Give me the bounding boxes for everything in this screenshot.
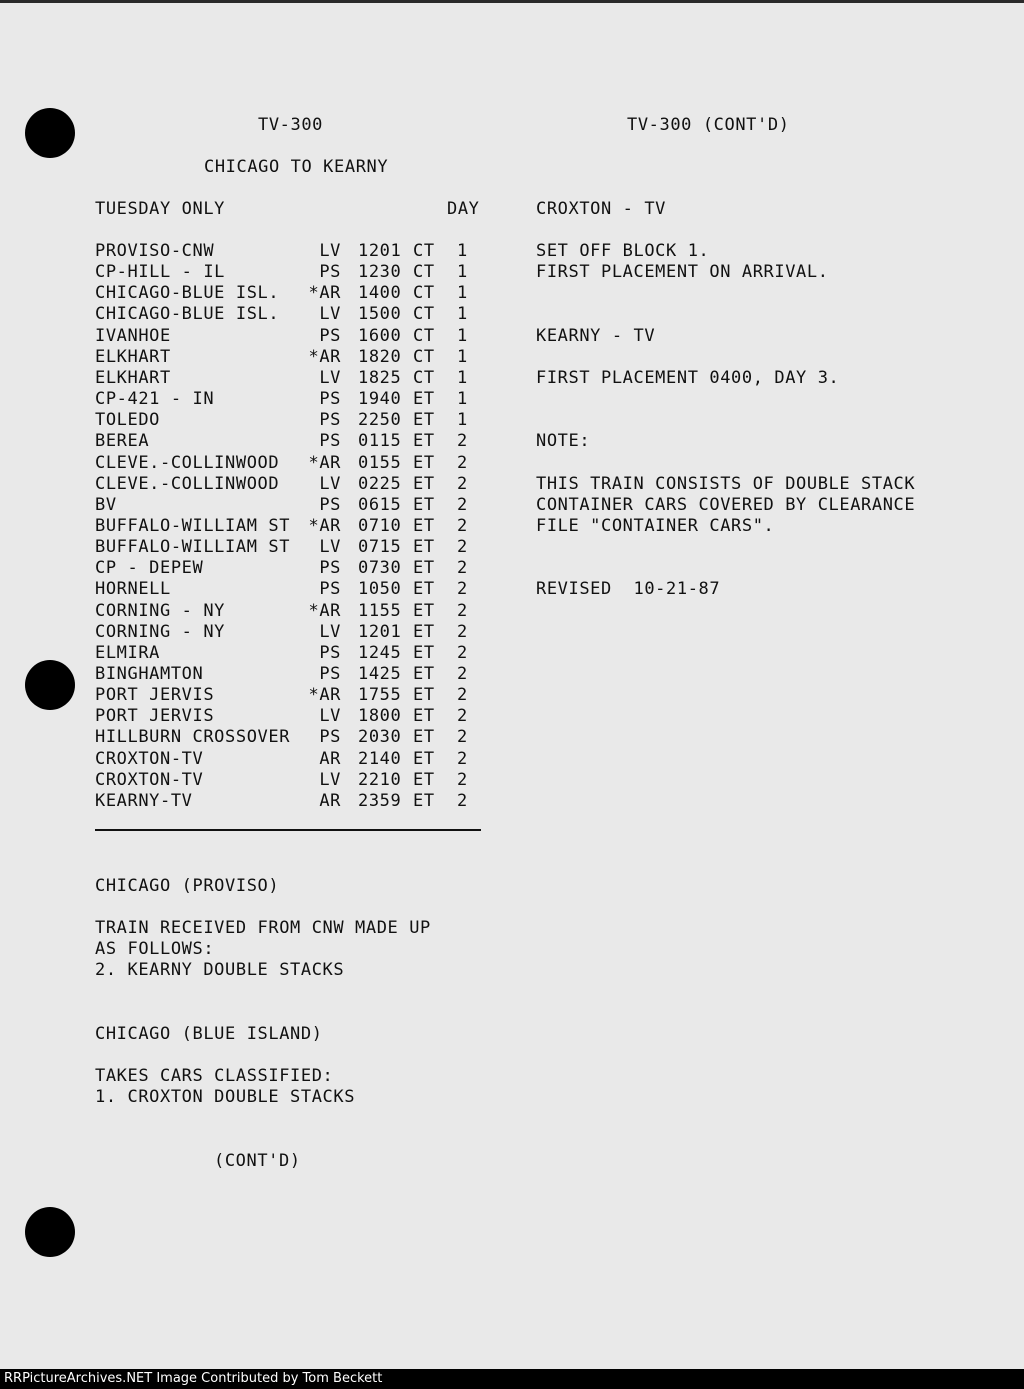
- revised-date: REVISED 10-21-87: [536, 579, 721, 599]
- schedule-tz: ET: [413, 664, 435, 684]
- schedule-tz: ET: [413, 748, 435, 769]
- schedule-station: ELKHART: [95, 367, 171, 388]
- schedule-tz: ET: [413, 642, 435, 663]
- schedule-station: CP - DEPEW: [95, 558, 204, 579]
- schedule-day: 2: [457, 621, 468, 642]
- schedule-time: 2030: [358, 727, 402, 748]
- schedule-station: ELMIRA: [95, 642, 161, 663]
- schedule-day: 2: [457, 452, 468, 473]
- schedule-time: 1820: [358, 346, 402, 367]
- proviso-line: AS FOLLOWS:: [95, 939, 215, 959]
- schedule-time: 1201: [358, 241, 402, 261]
- schedule-day: 2: [457, 473, 468, 494]
- schedule-time: 0710: [358, 515, 402, 536]
- schedule-tz: ET: [413, 389, 435, 410]
- schedule-time: 0155: [358, 452, 402, 473]
- schedule-day: 1: [457, 325, 468, 346]
- schedule-station: CORNING - NY: [95, 621, 226, 642]
- schedule-action: *AR: [308, 283, 341, 304]
- schedule-station: PORT JERVIS: [95, 685, 215, 706]
- schedule-station: CLEVE.-COLLINWOOD: [95, 473, 280, 494]
- binder-hole-top: [25, 108, 75, 158]
- proviso-line: 2. KEARNY DOUBLE STACKS: [95, 960, 345, 980]
- croxton-title: CROXTON - TV: [536, 199, 667, 219]
- schedule-tz: ET: [413, 410, 435, 431]
- schedule-station: CLEVE.-COLLINWOOD: [95, 452, 280, 473]
- schedule-station: HORNELL: [95, 579, 171, 600]
- schedule-action: AR: [319, 790, 341, 811]
- schedule-tz: CT: [413, 241, 435, 261]
- schedule-action: *AR: [308, 600, 341, 621]
- schedule-action: PS: [319, 494, 341, 515]
- schedule-time: 1245: [358, 642, 402, 663]
- schedule-action: PS: [319, 262, 341, 283]
- schedule-time: 2210: [358, 769, 402, 790]
- schedule-tz: CT: [413, 304, 435, 325]
- schedule-station: CHICAGO-BLUE ISL.: [95, 304, 280, 325]
- schedule-day: 1: [457, 283, 468, 304]
- schedule-tz: ET: [413, 685, 435, 706]
- schedule-time: 1155: [358, 600, 402, 621]
- schedule-action: *AR: [308, 452, 341, 473]
- schedule-action: PS: [319, 727, 341, 748]
- croxton-line: FIRST PLACEMENT ON ARRIVAL.: [536, 262, 829, 282]
- schedule-action: LV: [319, 621, 341, 642]
- schedule-time: 0715: [358, 537, 402, 558]
- schedule-tz: ET: [413, 515, 435, 536]
- kearny-line: FIRST PLACEMENT 0400, DAY 3.: [536, 368, 840, 388]
- schedule-station: CROXTON-TV: [95, 748, 204, 769]
- schedule-station: CROXTON-TV: [95, 769, 204, 790]
- schedule-action: PS: [319, 642, 341, 663]
- schedule-tz: ET: [413, 537, 435, 558]
- schedule-time: 2250: [358, 410, 402, 431]
- schedule-tz: ET: [413, 706, 435, 727]
- schedule-day: 2: [457, 748, 468, 769]
- schedule-day: 2: [457, 579, 468, 600]
- schedule-action: PS: [319, 325, 341, 346]
- schedule-station: BINGHAMTON: [95, 664, 204, 684]
- schedule-station: IVANHOE: [95, 325, 171, 346]
- schedule-station: BUFFALO-WILLIAM ST: [95, 515, 291, 536]
- schedule-day: 2: [457, 685, 468, 706]
- schedule-action: LV: [319, 706, 341, 727]
- schedule-action: AR: [319, 748, 341, 769]
- schedule-action: LV: [319, 367, 341, 388]
- schedule-action: LV: [319, 769, 341, 790]
- schedule-station: CP-421 - IN: [95, 389, 215, 410]
- schedule-tz: CT: [413, 262, 435, 283]
- note-line: CONTAINER CARS COVERED BY CLEARANCE: [536, 495, 916, 515]
- schedule-day: 2: [457, 431, 468, 452]
- schedule-time: 0225: [358, 473, 402, 494]
- route-title: CHICAGO TO KEARNY: [204, 157, 389, 177]
- schedule-station: BEREA: [95, 431, 150, 452]
- blue-island-line: TAKES CARS CLASSIFIED:: [95, 1066, 334, 1086]
- schedule-day: 2: [457, 706, 468, 727]
- schedule-time: 1400: [358, 283, 402, 304]
- schedule-station: TOLEDO: [95, 410, 161, 431]
- days-label: TUESDAY ONLY: [95, 199, 226, 219]
- schedule-station: BUFFALO-WILLIAM ST: [95, 537, 291, 558]
- binder-hole-bottom: [25, 1207, 75, 1257]
- schedule-action: *AR: [308, 515, 341, 536]
- schedule-action: LV: [319, 304, 341, 325]
- schedule-time: 1755: [358, 685, 402, 706]
- schedule-station: CHICAGO-BLUE ISL.: [95, 283, 280, 304]
- binder-hole-middle: [25, 660, 75, 710]
- schedule-day: 2: [457, 558, 468, 579]
- schedule-time: 2359: [358, 790, 402, 811]
- schedule-time: 0615: [358, 494, 402, 515]
- kearny-title: KEARNY - TV: [536, 326, 656, 346]
- schedule-time: 1940: [358, 389, 402, 410]
- schedule-day: 1: [457, 367, 468, 388]
- schedule-tz: ET: [413, 621, 435, 642]
- schedule-tz: ET: [413, 600, 435, 621]
- schedule-action: *AR: [308, 685, 341, 706]
- schedule-day: 1: [457, 241, 468, 261]
- schedule-action: *AR: [308, 346, 341, 367]
- schedule-station: CORNING - NY: [95, 600, 226, 621]
- schedule-time: 1800: [358, 706, 402, 727]
- schedule-action: PS: [319, 410, 341, 431]
- schedule-station: KEARNY-TV: [95, 790, 193, 811]
- schedule-tz: CT: [413, 367, 435, 388]
- schedule-tz: ET: [413, 431, 435, 452]
- schedule-action: LV: [319, 537, 341, 558]
- table-divider: [95, 829, 481, 831]
- schedule-day: 1: [457, 304, 468, 325]
- blue-island-line: 1. CROXTON DOUBLE STACKS: [95, 1087, 356, 1107]
- schedule-time: 2140: [358, 748, 402, 769]
- schedule-tz: ET: [413, 473, 435, 494]
- schedule-station: CP-HILL - IL: [95, 262, 226, 283]
- schedule-day: 2: [457, 769, 468, 790]
- schedule-time: 0115: [358, 431, 402, 452]
- schedule-time: 1425: [358, 664, 402, 684]
- schedule-day: 2: [457, 537, 468, 558]
- schedule-time: 1050: [358, 579, 402, 600]
- schedule-tz: ET: [413, 727, 435, 748]
- schedule-day: 2: [457, 642, 468, 663]
- schedule-action: LV: [319, 473, 341, 494]
- schedule-day: 1: [457, 410, 468, 431]
- schedule-tz: ET: [413, 790, 435, 811]
- schedule-day: 1: [457, 389, 468, 410]
- page-title-left: TV-300: [258, 115, 324, 135]
- schedule-day: 2: [457, 600, 468, 621]
- schedule-action: PS: [319, 558, 341, 579]
- schedule-time: 1201: [358, 621, 402, 642]
- blue-island-title: CHICAGO (BLUE ISLAND): [95, 1024, 323, 1044]
- schedule-tz: CT: [413, 283, 435, 304]
- schedule-tz: ET: [413, 494, 435, 515]
- schedule-day: 1: [457, 262, 468, 283]
- schedule-time: 1230: [358, 262, 402, 283]
- schedule-day: 2: [457, 664, 468, 684]
- note-line: THIS TRAIN CONSISTS OF DOUBLE STACK: [536, 474, 916, 494]
- schedule-day: 1: [457, 346, 468, 367]
- schedule-station: HILLBURN CROSSOVER: [95, 727, 291, 748]
- page-top-edge: [0, 0, 1024, 3]
- schedule-station: PROVISO-CNW: [95, 241, 215, 261]
- schedule-day: 2: [457, 790, 468, 811]
- credit-footer: RRPictureArchives.NET Image Contributed by Tom Beckett: [0, 1369, 1024, 1389]
- schedule-station: ELKHART: [95, 346, 171, 367]
- continued-label: (CONT'D): [214, 1151, 301, 1171]
- schedule-action: PS: [319, 431, 341, 452]
- croxton-line: SET OFF BLOCK 1.: [536, 241, 710, 261]
- proviso-line: TRAIN RECEIVED FROM CNW MADE UP: [95, 918, 431, 938]
- schedule-action: LV: [319, 241, 341, 261]
- schedule-time: 1825: [358, 367, 402, 388]
- schedule-tz: ET: [413, 579, 435, 600]
- day-column-header: DAY: [447, 199, 480, 219]
- schedule-station: PORT JERVIS: [95, 706, 215, 727]
- note-line: FILE "CONTAINER CARS".: [536, 516, 775, 536]
- schedule-time: 1500: [358, 304, 402, 325]
- schedule-tz: ET: [413, 452, 435, 473]
- schedule-time: 1600: [358, 325, 402, 346]
- schedule-day: 2: [457, 515, 468, 536]
- schedule-action: PS: [319, 389, 341, 410]
- note-title: NOTE:: [536, 431, 591, 451]
- schedule-action: PS: [319, 579, 341, 600]
- page-title-right: TV-300 (CONT'D): [627, 115, 790, 135]
- schedule-time: 0730: [358, 558, 402, 579]
- schedule-tz: CT: [413, 325, 435, 346]
- schedule-tz: CT: [413, 346, 435, 367]
- schedule-tz: ET: [413, 558, 435, 579]
- schedule-tz: ET: [413, 769, 435, 790]
- schedule-action: PS: [319, 664, 341, 684]
- schedule-day: 2: [457, 494, 468, 515]
- schedule-day: 2: [457, 727, 468, 748]
- proviso-title: CHICAGO (PROVISO): [95, 876, 280, 896]
- schedule-station: BV: [95, 494, 117, 515]
